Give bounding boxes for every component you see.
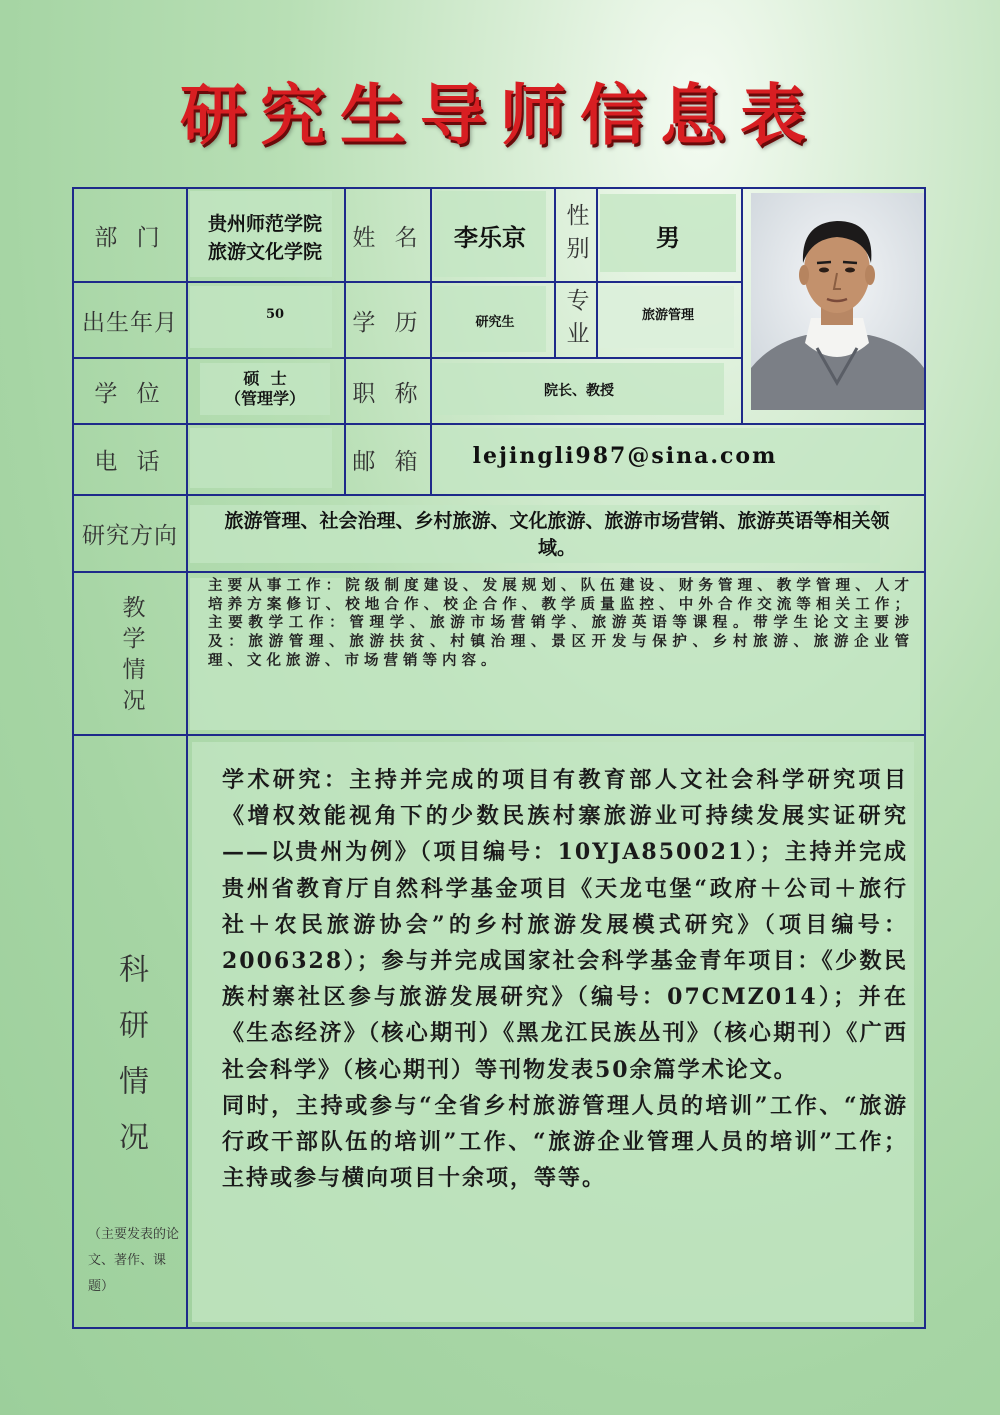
label-teaching: 教学情况	[118, 595, 145, 719]
value-email: lejingli987@sina.com	[472, 443, 778, 469]
label-name: 姓 名	[352, 224, 424, 251]
value-research-direction: 旅游管理、社会治理、乡村旅游、文化旅游、旅游市场营销、旅游英语等相关领域。	[224, 510, 890, 559]
label-department: 部 门	[94, 224, 166, 251]
value-department	[190, 204, 340, 272]
value-department-line2: 旅游文化学院	[207, 241, 322, 263]
page-title: 研究生导师信息表	[180, 76, 820, 154]
value-department-line1: 贵州师范学院	[207, 213, 322, 235]
label-research-note: （主要发表的论文、著作、课题）	[88, 1227, 180, 1294]
value-phone	[190, 428, 332, 488]
value-research-main: 学术研究：主持并完成的项目有教育部人文社会科学研究项目《增权效能视角下的少数民族村寨旅游业可持续发展实证研究——以贵州为例》（项目编号：10YJA850021）；主持并完成贵州省教育厅自然科学基金项目《天龙屯堡“政府＋公司＋旅行社＋农民旅游协会”的乡村旅游发展模式研究》（项目编号：2006328）；参与并完成国家社会科学基金青年项目：《少数民族村寨社区参与旅游发展研究》（编号：07CMZ014）；并在《生态经济》（核心期刊）《黑龙江民族丛刊》（核心期刊）《广西社会科学》（核心期刊）等刊物发表50余篇学术论文。	[222, 767, 908, 1083]
label-research-direction: 研究方向	[82, 523, 178, 549]
value-research-extra: 同时，主持或参与“全省乡村旅游管理人员的培训”工作、“旅游行政干部队伍的培训”工作、“旅游企业管理人员的培训”工作；主持或参与横向项目十余项，等等。	[222, 1092, 908, 1192]
portrait-photo	[751, 193, 924, 410]
value-gender: 男	[656, 222, 680, 252]
label-gender: 性别	[562, 203, 589, 269]
label-email: 邮 箱	[352, 449, 424, 475]
value-degree-line2: （管理学）	[224, 389, 305, 408]
portrait-icon	[751, 193, 924, 410]
label-job-title: 职 称	[352, 380, 424, 407]
value-degree	[190, 366, 340, 412]
label-education: 学 历	[352, 309, 424, 336]
value-name: 李乐京	[454, 222, 526, 252]
value-major: 旅游管理	[641, 307, 694, 323]
label-major: 专业	[562, 288, 589, 354]
label-phone: 电 话	[94, 449, 166, 475]
value-birth: 50	[265, 306, 285, 322]
value-education: 研究生	[475, 314, 515, 330]
value-degree-line1: 硕 士	[243, 369, 287, 388]
label-research: 科研情况	[113, 953, 148, 1177]
label-degree: 学 位	[94, 380, 166, 407]
label-birth: 出生年月	[82, 309, 178, 336]
value-job-title: 院长、教授	[544, 383, 614, 399]
value-research	[222, 762, 908, 1242]
value-teaching: 主要从事工作：院级制度建设、发展规划、队伍建设、财务管理、教学管理、人才培养方案修订、校地合作、校企合作、教学质量监控、中外合作交流等相关工作；主要教学工作：管理学、旅游市场营销学、旅游英语等课程。带学生论文主要涉及：旅游管理、旅游扶贫、村镇治理、景区开发与保护、乡村旅游、旅游企业管理、文化旅游、市场营销等内容。	[208, 577, 914, 669]
